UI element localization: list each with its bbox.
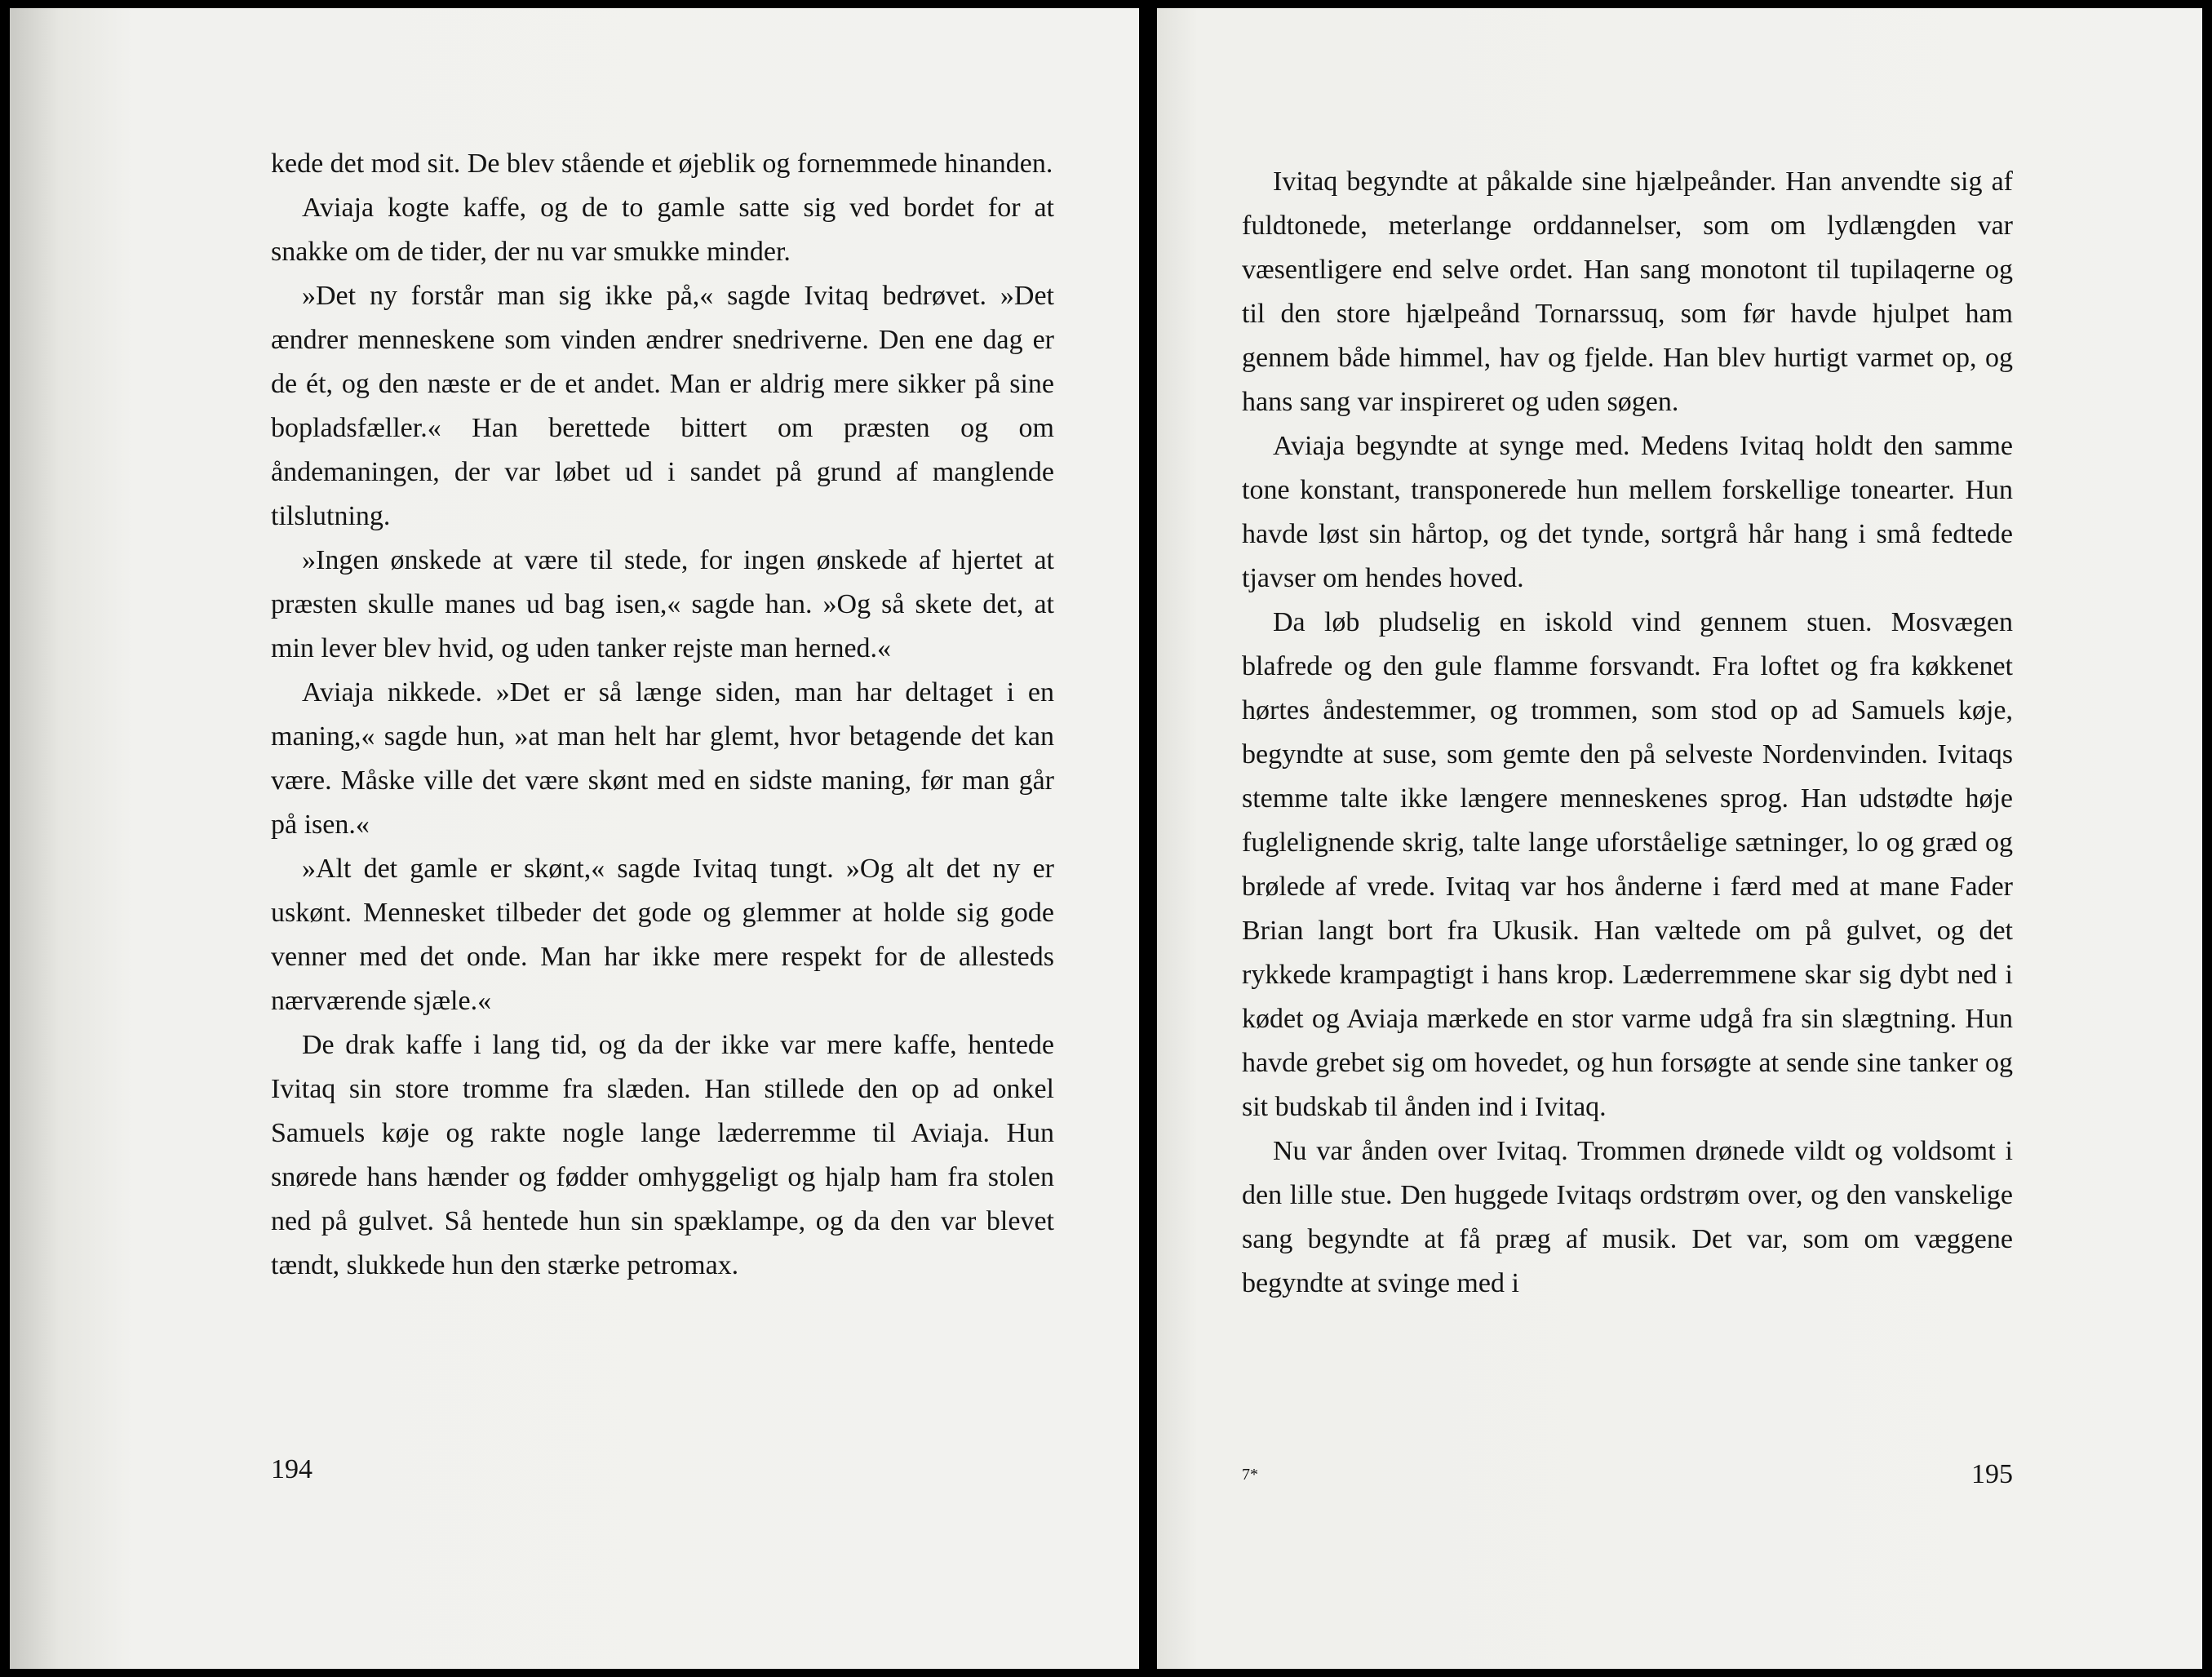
paragraph: De drak kaffe i lang tid, og da der ikke var mere kaffe, hentede Ivitaq sin store tromme fra slæden. Han stillede den op ad onkel Samuels køje og rakte nogle lange læderremme til Aviaja. Hun snørede hans hænder og fødder omhyggeligt og hjalp ham fra stolen ned på gulvet. Så hentede hun sin spæklampe, og da den var blevet tændt, slukkede hun den stærke petromax. (271, 1030, 1054, 1280)
paragraph: »Alt det gamle er skønt,« sagde Ivitaq tungt. »Og alt det ny er uskønt. Mennesket tilbeder det gode og glemmer at holde sig gode venner med det onde. Man har ikke mere respekt for de allesteds nærværende sjæle.« (271, 854, 1054, 1016)
paragraph: Aviaja nikkede. »Det er så længe siden, man har deltaget i en maning,« sagde hun, »at man helt har glemt, hvor betagende det kan være. Måske ville det være skønt med en sidste maning, før man går på isen.« (271, 677, 1054, 840)
left-page (10, 8, 1139, 1669)
page-number: 194 (271, 1454, 313, 1484)
right-page (1157, 8, 2202, 1669)
paragraph: kede det mod sit. De blev stående et øjeblik og fornemmede hinanden. (271, 149, 1053, 179)
paragraph: Aviaja begyndte at synge med. Medens Ivitaq holdt den samme tone konstant, transponerede hun mellem forskellige tonearter. Hun havde løst sin hårtop, og det tynde, sortgrå hår hang i små fedtede tjavser om hendes hoved. (1242, 431, 2013, 593)
page-number: 195 (1971, 1459, 2013, 1489)
paragraph: Nu var ånden over Ivitaq. Trommen drønede vildt og voldsomt i den lille stue. Den huggede Ivitaqs ordstrøm over, og den vanskelige sang begyndte at få præg af musik. Det var, som om væggene begyndte at svinge med i (1242, 1136, 2013, 1298)
signature-mark: 7* (1242, 1466, 1258, 1484)
right-page-text (1242, 160, 2013, 1306)
paragraph: Da løb pludselig en iskold vind gennem stuen. Mosvægen blafrede og den gule flamme forsvandt. Fra loftet og fra køkkenet hørtes åndestemmer, og trommen, som stod op ad Samuels køje, begyndte at suse, som gemte den på selveste Nordenvinden. Ivitaqs stemme talte ikke længere menneskenes sprog. Han udstødte høje fuglelignende skrig, talte lange uforståelige sætninger, lo og græd og brølede af vrede. Ivitaq var hos ånderne i færd med at mane Fader Brian langt bort fra Ukusik. Han væltede om på gulvet, og det rykkede krampagtigt i hans krop. Læderremmene skar sig dybt ned i kødet og Aviaja mærkede en stor varme udgå fra sin slægtning. Hun havde grebet sig om hovedet, og hun forsøgte at sende sine tanker og sit budskab til ånden ind i Ivitaq. (1242, 607, 2013, 1122)
paragraph: Ivitaq begyndte at påkalde sine hjælpeånder. Han anvendte sig af fuldtonede, meterlange orddannelser, som om lydlængden var væsentligere end selve ordet. Han sang monotont til tupilaqerne og til den store hjælpeånd Tornarssuq, som før havde hjulpet ham gennem både himmel, hav og fjelde. Han blev hurtigt varmet op, og hans sang var inspireret og uden søgen. (1242, 166, 2013, 417)
left-page-text (271, 142, 1054, 1288)
paragraph: »Det ny forstår man sig ikke på,« sagde Ivitaq bedrøvet. »Det ændrer menneskene som vinden ændrer snedriverne. Den ene dag er de ét, og den næste er de et andet. Man er aldrig mere sikker på sine bopladsfæller.« Han berettede bittert om præsten og om åndemaningen, der var løbet ud i sandet på grund af manglende tilslutning. (271, 281, 1054, 531)
paragraph: »Ingen ønskede at være til stede, for ingen ønskede af hjertet at præsten skulle manes ud bag isen,« sagde han. »Og så skete det, at min lever blev hvid, og uden tanker rejste man herned.« (271, 545, 1054, 663)
paragraph: Aviaja kogte kaffe, og de to gamle satte sig ved bordet for at snakke om de tider, der nu var smukke minder. (271, 193, 1054, 267)
